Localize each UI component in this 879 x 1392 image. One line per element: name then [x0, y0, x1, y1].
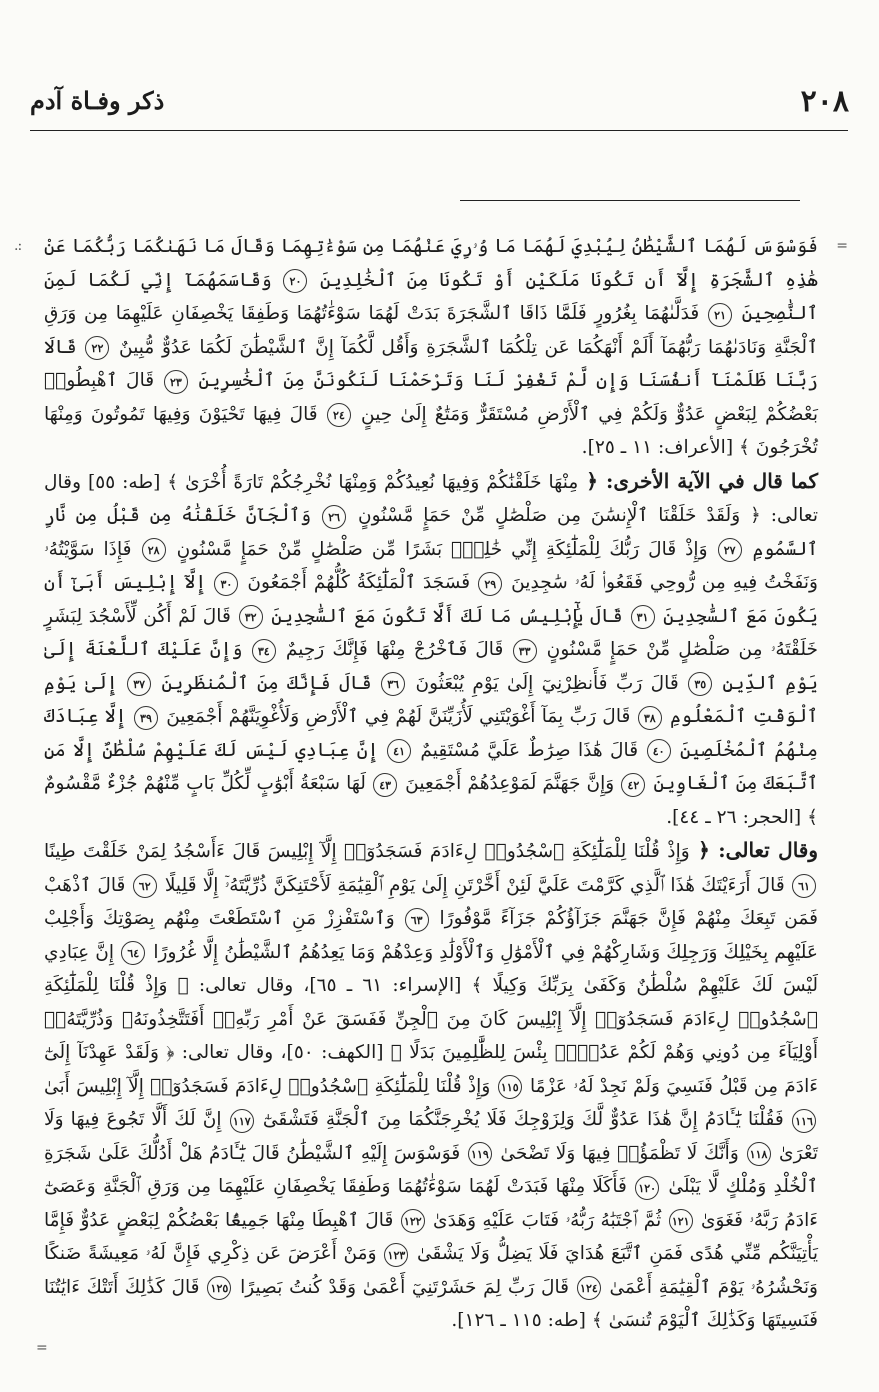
- text-body: [44, 230, 818, 1338]
- verse-text: وَإِذْ قُلْنَا لِلْمَلَٰٓئِكَةِ ٱسْجُدُوا۟ لِءَادَمَ فَسَجَدُوٓا۟ إِلَّآ إِبْلِيسَ أَبَىٰ: [44, 1075, 491, 1097]
- page-header: [30, 84, 849, 128]
- verse-number-marker: ٦٤: [121, 941, 145, 965]
- verse-number-marker: ٦٣: [405, 908, 429, 932]
- verse-text: فَإِذَا سَوَّيْتُهُۥ وَنَفَخْتُ فِيهِ مِن رُّوحِي فَقَعُوا۟ لَهُۥ سَٰجِدِينَ: [44, 538, 818, 593]
- verse-text: قَالَ فَإِنَّكَ مِنَ ٱلْمُنظَرِينَ: [153, 672, 372, 694]
- verse-number-marker: ١٢٢: [401, 1209, 425, 1233]
- verse-number-marker: ١١٧: [230, 1109, 254, 1133]
- verse-text: قَالَ رَبِّ بِمَآ أَغْوَيْتَنِي لَأُزَيِّنَنَّ لَهُمْ فِي ٱلْأَرْضِ وَلَأُغْوِيَنَّهُمْ أَجْمَعِينَ: [159, 706, 631, 727]
- verse-number-marker: ١١٦: [792, 1109, 816, 1133]
- margin-mark-bottom-left: =: [36, 1340, 47, 1356]
- separator-rule: [460, 200, 800, 201]
- verse-text: قَالَ رَبِّ لِمَ حَشَرْتَنِيٓ أَعْمَىٰ وَقَدْ كُنتُ بَصِيرًا: [233, 1276, 570, 1298]
- verse-number-marker: ١٢٥: [207, 1276, 231, 1300]
- verse-number-marker: ٣١: [631, 605, 655, 629]
- verse-text: فَأَكَلَا مِنْهَا فَبَدَتْ لَهُمَا سَوْءَٰتُهُمَا وَطَفِقَا يَخْصِفَانِ عَلَيْهِمَا مِن وَرَقِ ٱلْجَنَّةِ وَعَصَىٰٓ ءَادَمُ رَبَّهُۥ فَغَوَىٰ: [44, 1176, 818, 1231]
- verse-number-marker: ٢٨: [142, 538, 166, 562]
- verse-text: مِنْهَا خَلَقْنَٰكُمْ وَفِيهَا نُعِيدُكُمْ وَمِنْهَا نُخْرِجُكُمْ تَارَةً أُخْرَىٰ ﴾ [طه: ٥٥] وقال تعالى: ﴿ وَلَقَدْ خَلَقْنَا ٱلْإِنسَٰنَ مِن صَلْصَٰلٍ مِّنْ حَمَإٍ مَّسْنُونٍ: [44, 471, 818, 526]
- running-title: ذكر وفـاة آدم: [30, 86, 165, 115]
- verse-number-marker: ٢٤: [327, 403, 351, 427]
- paragraph: [44, 834, 818, 1338]
- verse-text: فَوَسْوَسَ إِلَيْهِ ٱلشَّيْطَٰنُ قَالَ يَٰٓـَٔادَمُ هَلْ أَدُلُّكَ عَلَىٰ شَجَرَةِ ٱلْخُلْدِ وَمُلْكٍ لَّا يَبْلَىٰ: [44, 1142, 818, 1197]
- verse-text: قَالَا رَبَّنَا ظَلَمْنَآ أَنفُسَنَا وَإِن لَّمْ تَغْفِرْ لَنَا وَتَرْحَمْنَا لَنَكُونَنَّ مِنَ ٱلْخَٰسِرِينَ: [44, 336, 818, 391]
- verse-number-marker: ٢٦: [322, 505, 346, 529]
- verse-text: ثُمَّ ٱجْتَبَٰهُ رَبُّهُۥ فَتَابَ عَلَيْهِ وَهَدَىٰ: [426, 1209, 662, 1231]
- verse-text: وَمَنْ أَعْرَضَ عَن ذِكْرِي فَإِنَّ لَهُۥ مَعِيشَةً ضَنكًا وَنَحْشُرُهُۥ يَوْمَ ٱلْقِيَٰمَةِ أَعْمَىٰ: [44, 1243, 819, 1298]
- verse-text: إِلَّآ إِبْلِيسَ أَبَىٰٓ أَن يَكُونَ مَعَ ٱلسَّٰجِدِينَ: [44, 572, 818, 627]
- verse-text: إِنَّ عِبَادِي لَيْسَ لَكَ عَلَيْهِمْ سُلْطَٰنٌ إِلَّا مَنِ ٱتَّبَعَكَ مِنَ ٱلْغَاوِينَ: [44, 739, 818, 794]
- verse-number-marker: ٦١: [792, 874, 816, 898]
- verse-number-marker: ١١٩: [468, 1142, 492, 1166]
- verse-number-marker: ٤٠: [647, 739, 671, 763]
- margin-mark-top-right: =: [836, 238, 847, 254]
- verse-number-marker: ١١٨: [747, 1142, 771, 1166]
- paragraph: [44, 230, 818, 465]
- header-rule: [30, 130, 848, 131]
- verse-text: وَإِذْ قُلْنَا لِلْمَلَٰٓئِكَةِ ٱسْجُدُوا۟ لِءَادَمَ فَسَجَدُوٓا۟ إِلَّآ إِبْلِيسَ قَالَ ءَأَسْجُدُ لِمَنْ خَلَقْتَ طِينًا: [44, 841, 690, 862]
- verse-text: إِنَّ لَكَ أَلَّا تَجُوعَ فِيهَا وَلَا تَعْرَىٰ: [44, 1109, 819, 1164]
- verse-number-marker: ١٢٠: [635, 1176, 659, 1200]
- verse-text: قَالَ ٱهْبِطُوا۟ بَعْضُكُمْ لِبَعْضٍ عَدُوٌّ وَلَكُمْ فِي ٱلْأَرْضِ مُسْتَقَرٌّ وَمَتَٰعٌ إِلَىٰ حِينٍ: [44, 370, 818, 425]
- verse-number-marker: ١٢٣: [384, 1243, 408, 1267]
- verse-text: لَهَا سَبْعَةُ أَبْوَٰبٍ لِّكُلِّ بَابٍ مِّنْهُمْ جُزْءٌ مَّقْسُومٌ ﴾ [الحجر: ٢٦ ـ ٤٤].: [44, 773, 818, 828]
- verse-text: وَقَاسَمَهُمَآ إِنِّي لَكُمَا لَمِنَ ٱلنَّٰصِحِينَ: [44, 269, 818, 324]
- verse-number-marker: ٣٢: [239, 605, 263, 629]
- verse-number-marker: ١٢١: [669, 1209, 693, 1233]
- verse-text: وَإِذْ قَالَ رَبُّكَ لِلْمَلَٰٓئِكَةِ إِنِّي خَٰلِقٌۢ بَشَرًا مِّن صَلْصَٰلٍ مِّنْ حَمَإٍ مَّسْنُونٍ: [167, 538, 708, 560]
- verse-text: فَدَلَّىٰهُمَا بِغُرُورٍ فَلَمَّا ذَاقَا ٱلشَّجَرَةَ بَدَتْ لَهُمَا سَوْءَٰتُهُمَا وَطَفِقَا يَخْصِفَانِ عَلَيْهِمَا مِن وَرَقِ ٱلْجَنَّةِ وَنَادَىٰهُمَا رَبُّهُمَآ أَلَمْ أَنْهَكُمَا عَن تِلْكُمَا ٱلشَّجَرَةِ وَأَقُل لَّكُمَآ إِنَّ ٱلشَّيْطَٰنَ لَكُمَا عَدُوٌّ مُّبِينٌ: [44, 303, 818, 358]
- verse-number-marker: ٣٣: [513, 639, 537, 663]
- verse-number-marker: ٢١: [708, 303, 732, 327]
- verse-number-marker: ٣٥: [688, 672, 712, 696]
- margin-mark-top-left: .:: [14, 238, 22, 254]
- verse-number-marker: ٦٢: [133, 874, 157, 898]
- verse-number-marker: ٢٩: [478, 572, 502, 596]
- verse-text: وَإِنَّ عَلَيْكَ ٱللَّعْنَةَ إِلَىٰ يَوْمِ ٱلدِّينِ: [44, 639, 819, 694]
- paragraph: [44, 465, 818, 835]
- verse-text: قَالَ ٱذْهَبْ فَمَن تَبِعَكَ مِنْهُمْ فَإِنَّ جَهَنَّمَ جَزَآؤُكُمْ جَزَآءً مَّوْفُورًا: [44, 874, 818, 929]
- verse-number-marker: ١٢٤: [577, 1276, 601, 1300]
- verse-text: وَأَنَّكَ لَا تَظْمَؤُا۟ فِيهَا وَلَا تَضْحَىٰ: [493, 1142, 739, 1164]
- verse-text: قَالَ فَٱخْرُجْ مِنْهَا فَإِنَّكَ رَجِيمٌ: [277, 639, 504, 660]
- verse-text: وَٱلْجَآنَّ خَلَقْنَٰهُ مِن قَبْلُ مِن نَّارِ ٱلسَّمُومِ: [44, 505, 818, 560]
- verse-number-marker: ٤٣: [373, 773, 397, 797]
- verse-number-marker: ٢٢: [85, 336, 109, 360]
- verse-number-marker: ٤١: [387, 739, 411, 763]
- verse-number-marker: ٣٦: [381, 672, 405, 696]
- verse-text: إِنَّ عِبَادِي لَيْسَ لَكَ عَلَيْهِمْ سُلْطَٰنٌ وَكَفَىٰ بِرَبِّكَ وَكِيلًا ﴾ [الإسراء: ٦١ ـ ٦٥]، وقال تعالى: ﴿ وَإِذْ قُلْنَا لِلْمَلَٰٓئِكَةِ ٱسْجُدُوا۟ لِءَادَمَ فَسَجَدُوٓا۟ إِلَّآ إِبْلِيسَ كَانَ مِنَ ٱلْجِنِّ فَفَسَقَ عَنْ أَمْرِ رَبِّهِۦٓ أَفَتَتَّخِذُونَهُۥ وَذُرِّيَّتَهُۥٓ أَوْلِيَآءَ مِن دُونِي وَهُمْ لَكُمْ عَدُوٌّۢ بِئْسَ لِلظَّٰلِمِينَ بَدَلًا ﴾ [الكهف: ٥٠]، وقال تعالى: ﴿ وَلَقَدْ عَهِدْنَآ إِلَىٰٓ ءَادَمَ مِن قَبْلُ فَنَسِيَ وَلَمْ نَجِدْ لَهُۥ عَزْمًا: [44, 941, 818, 1097]
- verse-text: قَالَ ٱهْبِطَا مِنْهَا جَمِيعًۢا بَعْضُكُمْ لِبَعْضٍ عَدُوٌّ فَإِمَّا يَأْتِيَنَّكُم مِّنِّي هُدًى فَمَنِ ٱتَّبَعَ هُدَايَ فَلَا يَضِلُّ وَلَا يَشْقَىٰ: [44, 1209, 818, 1264]
- verse-text: قَالَ كَذَٰلِكَ أَتَتْكَ ءَايَٰتُنَا فَنَسِيتَهَا وَكَذَٰلِكَ ٱلْيَوْمَ تُنسَىٰ ﴾ [طه: ١١٥ ـ ١٢٦].: [44, 1276, 818, 1331]
- paragraph-intro: كما قال في الآية الأخرى: ﴿: [578, 468, 818, 493]
- verse-text: وَٱسْتَفْزِزْ مَنِ ٱسْتَطَعْتَ مِنْهُم بِصَوْتِكَ وَأَجْلِبْ عَلَيْهِم بِخَيْلِكَ وَرَجِلِكَ وَشَارِكْهُمْ فِي ٱلْأَمْوَٰلِ وَٱلْأَوْلَٰدِ وَعِدْهُمْ وَمَا يَعِدُهُمُ ٱلشَّيْطَٰنُ إِلَّا غُرُورًا: [44, 908, 818, 963]
- page-number: ٢٠٨: [800, 84, 849, 119]
- verse-number-marker: ٣٧: [127, 672, 151, 696]
- verse-text: فَوَسْوَسَ لَهُمَا ٱلشَّيْطَٰنُ لِيُبْدِيَ لَهُمَا مَا وُۥرِيَ عَنْهُمَا مِن سَوْءَٰتِهِمَا وَقَالَ مَا نَهَىٰكُمَا رَبُّكُمَا عَنْ هَٰذِهِ ٱلشَّجَرَةِ إِلَّآ أَن تَكُونَا مَلَكَيْنِ أَوْ تَكُونَا مِنَ ٱلْخَٰلِدِينَ: [44, 236, 818, 291]
- verse-text: وَإِنَّ جَهَنَّمَ لَمَوْعِدُهُمْ أَجْمَعِينَ: [399, 773, 615, 794]
- verse-text: قَالَ هَٰذَا صِرَٰطٌ عَلَيَّ مُسْتَقِيمٌ: [413, 739, 639, 761]
- verse-text: قَالَ فِيهَا تَحْيَوْنَ وَفِيهَا تَمُوتُونَ وَمِنْهَا تُخْرَجُونَ ﴾ [الأعراف: ١١ ـ ٢٥].: [44, 403, 818, 458]
- verse-number-marker: ٤٢: [621, 773, 645, 797]
- verse-number-marker: ٢٠: [283, 269, 307, 293]
- verse-text: إِلَىٰ يَوْمِ ٱلْوَقْتِ ٱلْمَعْلُومِ: [44, 672, 818, 727]
- verse-number-marker: ٢٧: [718, 538, 742, 562]
- verse-text: قَالَ لَمْ أَكُن لِّأَسْجُدَ لِبَشَرٍ خَلَقْتَهُۥ مِن صَلْصَٰلٍ مِّنْ حَمَإٍ مَّسْنُونٍ: [44, 605, 818, 660]
- verse-number-marker: ١١٥: [498, 1075, 522, 1099]
- verse-text: إِلَّا عِبَادَكَ مِنْهُمُ ٱلْمُخْلَصِينَ: [44, 706, 819, 761]
- verse-text: قَالَ رَبِّ فَأَنظِرْنِيٓ إِلَىٰ يَوْمِ يُبْعَثُونَ: [407, 672, 679, 694]
- verse-number-marker: ٣٤: [252, 639, 276, 663]
- verse-text: قَالَ يَٰٓإِبْلِيسُ مَا لَكَ أَلَّا تَكُونَ مَعَ ٱلسَّٰجِدِينَ: [264, 605, 623, 627]
- verse-text: قَالَ أَرَءَيْتَكَ هَٰذَا ٱلَّذِي كَرَّمْتَ عَلَيَّ لَئِنْ أَخَّرْتَنِ إِلَىٰ يَوْمِ ٱلْقِيَٰمَةِ لَأَحْتَنِكَنَّ ذُرِّيَّتَهُۥٓ إِلَّا قَلِيلًا: [158, 874, 785, 896]
- verse-number-marker: ٣٩: [134, 706, 158, 730]
- verse-text: فَقُلْنَا يَٰٓـَٔادَمُ إِنَّ هَٰذَا عَدُوٌّ لَّكَ وَلِزَوْجِكَ فَلَا يُخْرِجَنَّكُمَا مِنَ ٱلْجَنَّةِ فَتَشْقَىٰٓ: [255, 1109, 784, 1130]
- verse-number-marker: ٢٣: [164, 370, 188, 394]
- paragraph-intro: وقال تعالى: ﴿: [689, 838, 819, 862]
- verse-text: فَسَجَدَ ٱلْمَلَٰٓئِكَةُ كُلُّهُمْ أَجْمَعُونَ: [240, 572, 471, 593]
- verse-number-marker: ٣٠: [214, 572, 238, 596]
- verse-number-marker: ٣٨: [638, 706, 662, 730]
